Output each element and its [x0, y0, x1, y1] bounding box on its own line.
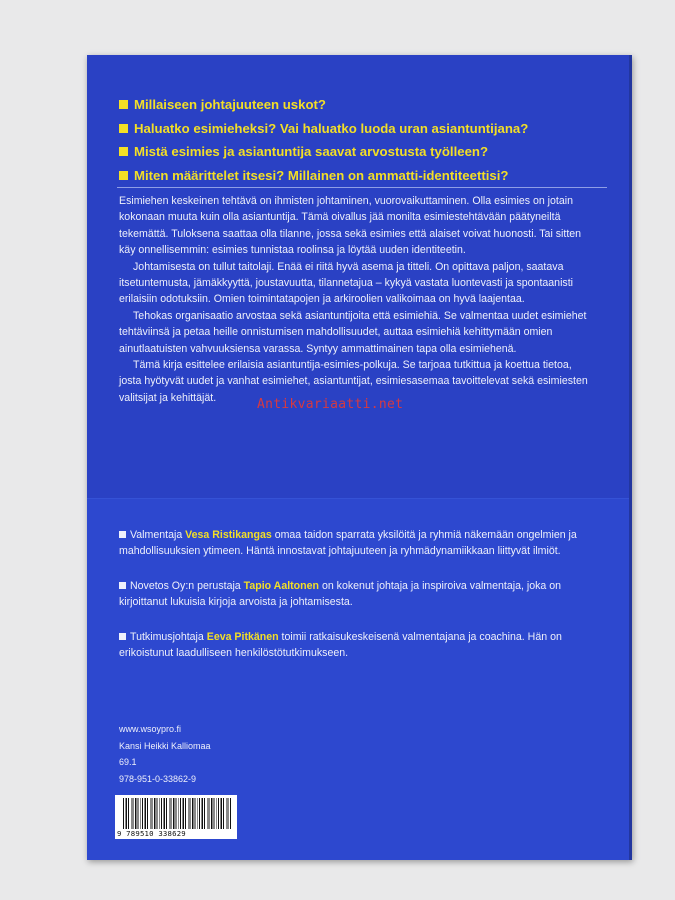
author-list — [119, 527, 589, 679]
isbn: 978-951-0-33862-9 — [119, 773, 197, 784]
square-bullet-icon — [119, 124, 128, 133]
book-back-cover — [87, 55, 632, 860]
author-name: Vesa Ristikangas — [185, 529, 272, 541]
blurb-paragraph: Johtamisesta on tullut taitolaji. Enää ei riitä hyvä asema ja titteli. On opittava paljon, saatava itsetuntemusta, jämäkkyyttä, joustavuutta, tilannetajua – kykyä vastata luontevasti ja spontaanisti erilaisiin odotuksiin. Omien toimintatapojen ja arkiroolien valikoimaa on hyvä laajentaa. — [119, 260, 574, 306]
square-bullet-icon — [119, 582, 126, 589]
question-item: Mistä esimies ja asiantuntija saavat arvostusta työlleen? — [119, 140, 619, 164]
barcode-number: 9 789510 338629 — [117, 829, 186, 838]
question-item: Miten määrittelet itsesi? Millainen on ammatti-identiteettisi? — [119, 164, 619, 188]
barcode — [115, 795, 237, 839]
square-bullet-icon — [119, 531, 126, 538]
author-name: Eeva Pitkänen — [206, 630, 279, 643]
classification-code: 69.1 — [119, 757, 137, 767]
barcode-bars — [123, 798, 231, 829]
colophon — [119, 721, 419, 787]
cover-divider — [87, 498, 632, 499]
blurb-text — [119, 193, 594, 406]
question-item: Haluatko esimieheksi? Vai haluatko luoda uran asiantuntijana? — [119, 117, 619, 141]
horizontal-rule — [117, 187, 607, 188]
blurb-paragraph: Esimiehen keskeinen tehtävä on ihmisten johtaminen, vuorovaikuttaminen. Olla esimies on jotain kokonaan muuta kuin olla asiantuntija. Tämä oivallus jää monilta esimiestehtävään päätyneiltä tekemättä. Tuloksena saattaa olla tilanne, jossa sekä esimies että alaiset voivat huonosti. Tai sitten käy onnellisemmin: esimies tunnistaa roolinsa ja löytää uuden identiteetin. — [119, 195, 582, 257]
blurb-paragraph: Tehokas organisaatio arvostaa sekä asiantuntijoita että esimiehiä. Se valmentaa uudet esimiehet tehtäviinsä ja petaa heille onnistumisen mahdollisuudet, auttaa esimiehiä kehittymään omien ainutlaatuisten vahvuuksiensa varassa. Syntyy ammattimainen tapa olla esimiehenä. — [119, 309, 587, 355]
author-bio: Tutkimusjohtaja Eeva Pitkänen toimii ratkaisukeskeisenä valmentajana ja coachina. Hän on erikoistunut laadulliseen henkilöstötutkimukseen. — [119, 630, 562, 660]
question-item: Millaiseen johtajuuteen uskot? — [119, 93, 619, 117]
question-list — [119, 93, 619, 187]
blurb-paragraph: Tämä kirja esittelee erilaisia asiantuntija-esimies-polkuja. Se tarjoaa tutkittua ja koettua tietoa, josta hyötyvät uudet ja vanhat esimiehet, asiantuntijat, esimiesasemaa tavoittelevat sekä esimiesten valitsijat ja kehittäjät. — [119, 359, 588, 404]
author-bio: Valmentaja Vesa Ristikangas omaa taidon sparrata yksilöitä ja ryhmiä näkemään ongelmien ja mahdollisuuksien ytimeen. Häntä innostavat johtajuuteen ja ryhmädynamiikkaan liittyvät ilmiöt. — [119, 529, 577, 558]
watermark: Antikvariaatti.net — [257, 397, 404, 412]
publisher-website: www.wsoypro.fi — [119, 724, 182, 734]
square-bullet-icon — [119, 100, 128, 109]
author-bio: Novetos Oy:n perustaja Tapio Aaltonen on kokenut johtaja ja inspiroiva valmentaja, joka on kirjoittanut lukuisia kirjoja arvoista ja johtamisesta. — [119, 579, 562, 609]
square-bullet-icon — [119, 633, 126, 640]
author-name: Tapio Aaltonen — [243, 579, 319, 592]
square-bullet-icon — [119, 171, 128, 180]
cover-edge — [629, 55, 632, 860]
square-bullet-icon — [119, 147, 128, 156]
cover-credit: Kansi Heikki Kalliomaa — [119, 740, 211, 751]
